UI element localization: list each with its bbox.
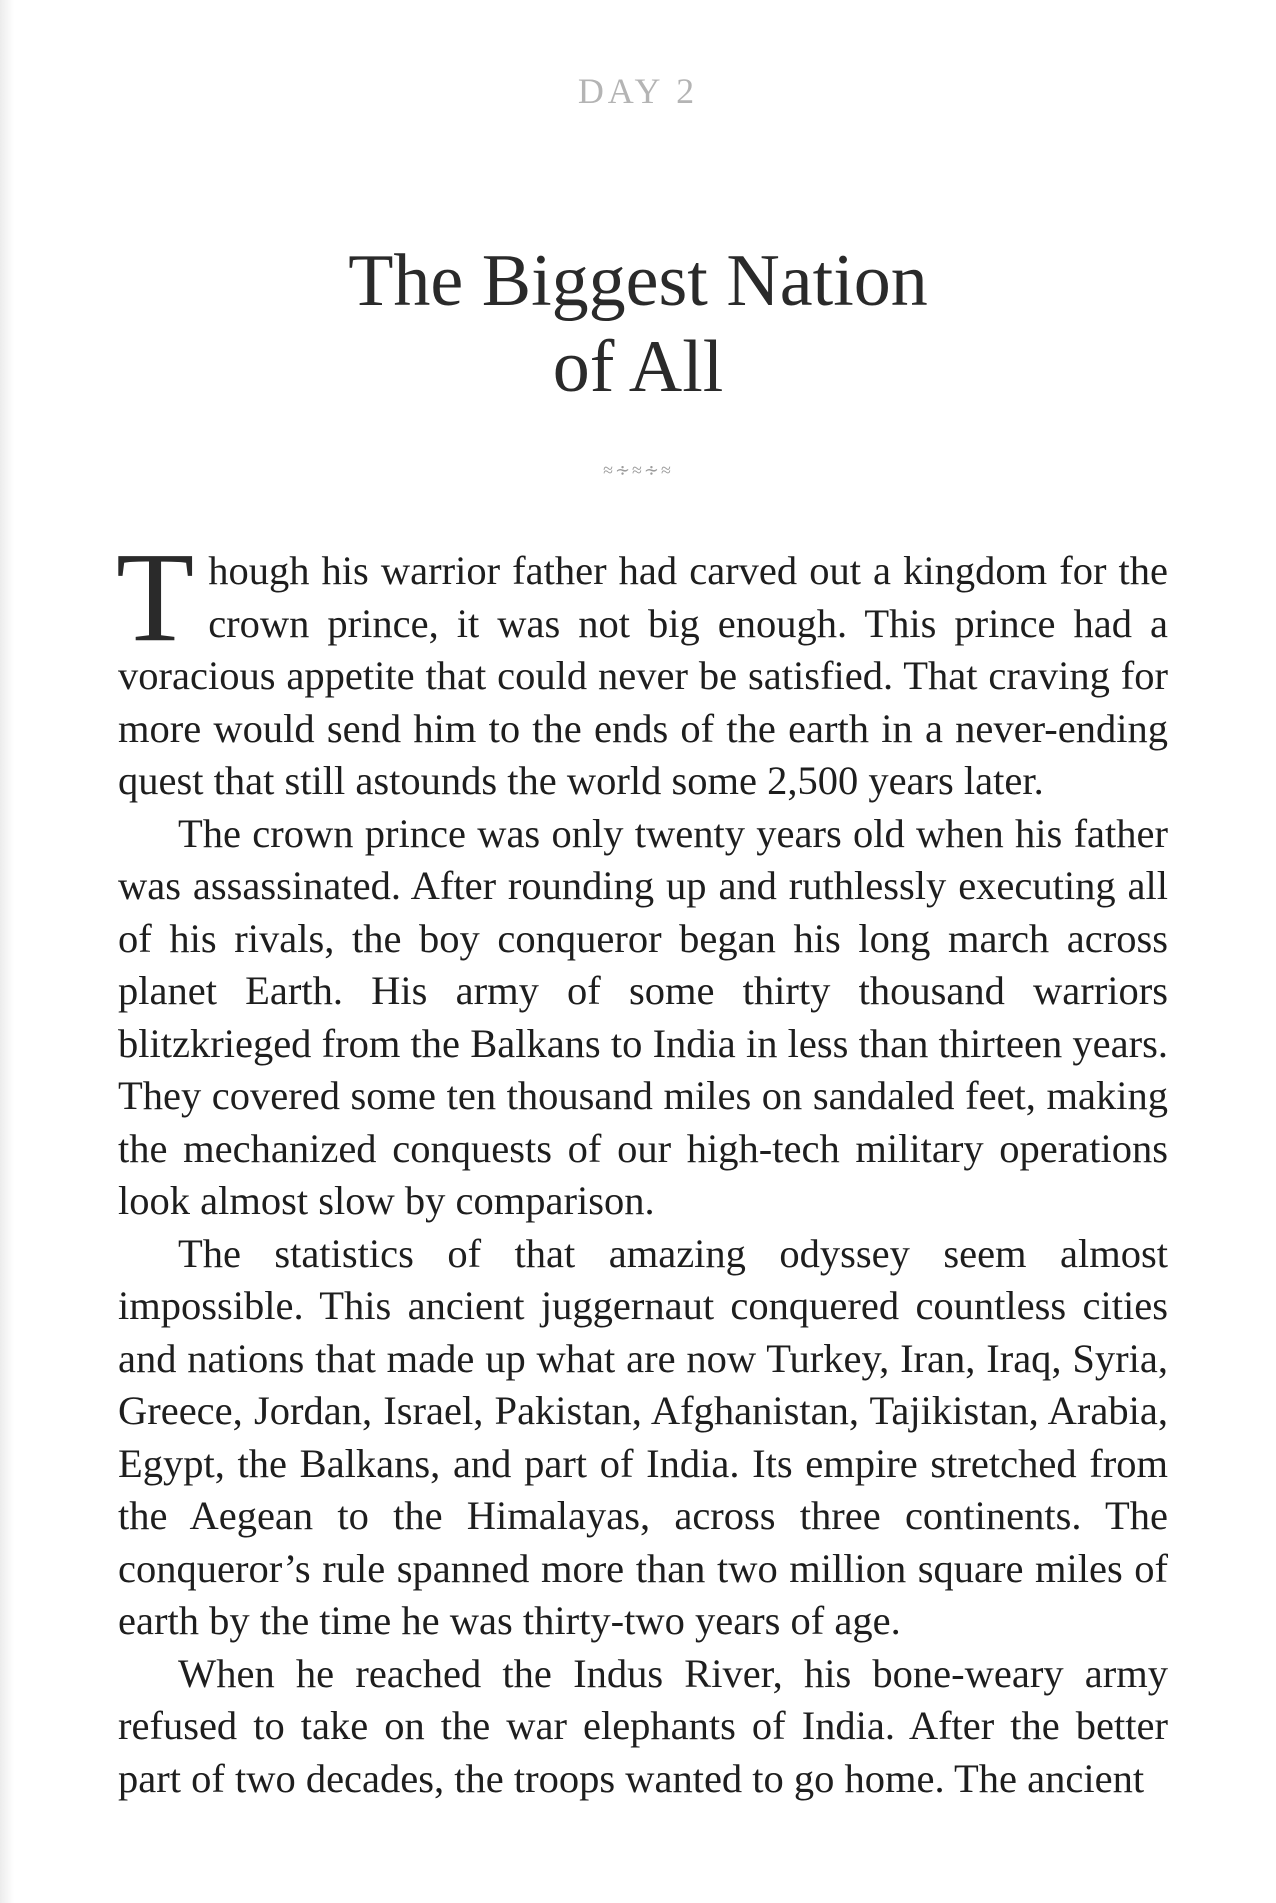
paragraph-2: The crown prince was only twenty years old when his father was assassinated. After rounding up and ruthlessly executing all of his rivals, the boy conqueror began his long march across planet Earth. His army of some thirty thousand warriors blitzkrieged from the Balkans to India in less than thirteen years. They covered some ten thousand miles on sandaled feet, making the mechanized conquests of our high-tech military operations look almost slow by comparison. <box>118 810 1168 1223</box>
paragraph-3: The statistics of that amazing odyssey seem almost impossible. This ancient juggernaut conquered countless cities and nations that made up what are now Turkey, Iran, Iraq, Syria, Greece, Jordan, Israel, Pakistan, Afghanistan, Tajikistan, Arabia, Egypt, the Balkans, and part of India. Its empire stretched from the Aegean to the Himalayas, across three continents. The conqueror’s rule spanned more than two million square miles of earth by the time he was thirty-two years of age. <box>118 1230 1168 1643</box>
chapter-title-line-1: The Biggest Nation <box>348 240 928 322</box>
paragraph-4: When he reached the Indus River, his bone-weary army refused to take on the war elephants of India. After the better part of two decades, the troops wanted to go home. The ancient <box>118 1650 1168 1801</box>
drop-cap: T <box>116 526 195 668</box>
chapter-day-label: DAY 2 <box>577 71 699 111</box>
paragraph-1-text: hough his warrior father had carved out a kingdom for the crown prince, it was not big enough. This prince had a voracious appetite that could never be satisfied. That craving for more would send him to the ends of the earth in a never-ending quest that still astounds the world some 2,500 years later. <box>118 548 1168 803</box>
ornament-divider: ≈∻≈∻≈ <box>603 460 673 480</box>
chapter-title <box>0 238 1276 410</box>
chapter-body <box>116 526 1168 1805</box>
chapter-title-line-2: of All <box>552 326 724 408</box>
paragraph-1 <box>116 526 1168 808</box>
